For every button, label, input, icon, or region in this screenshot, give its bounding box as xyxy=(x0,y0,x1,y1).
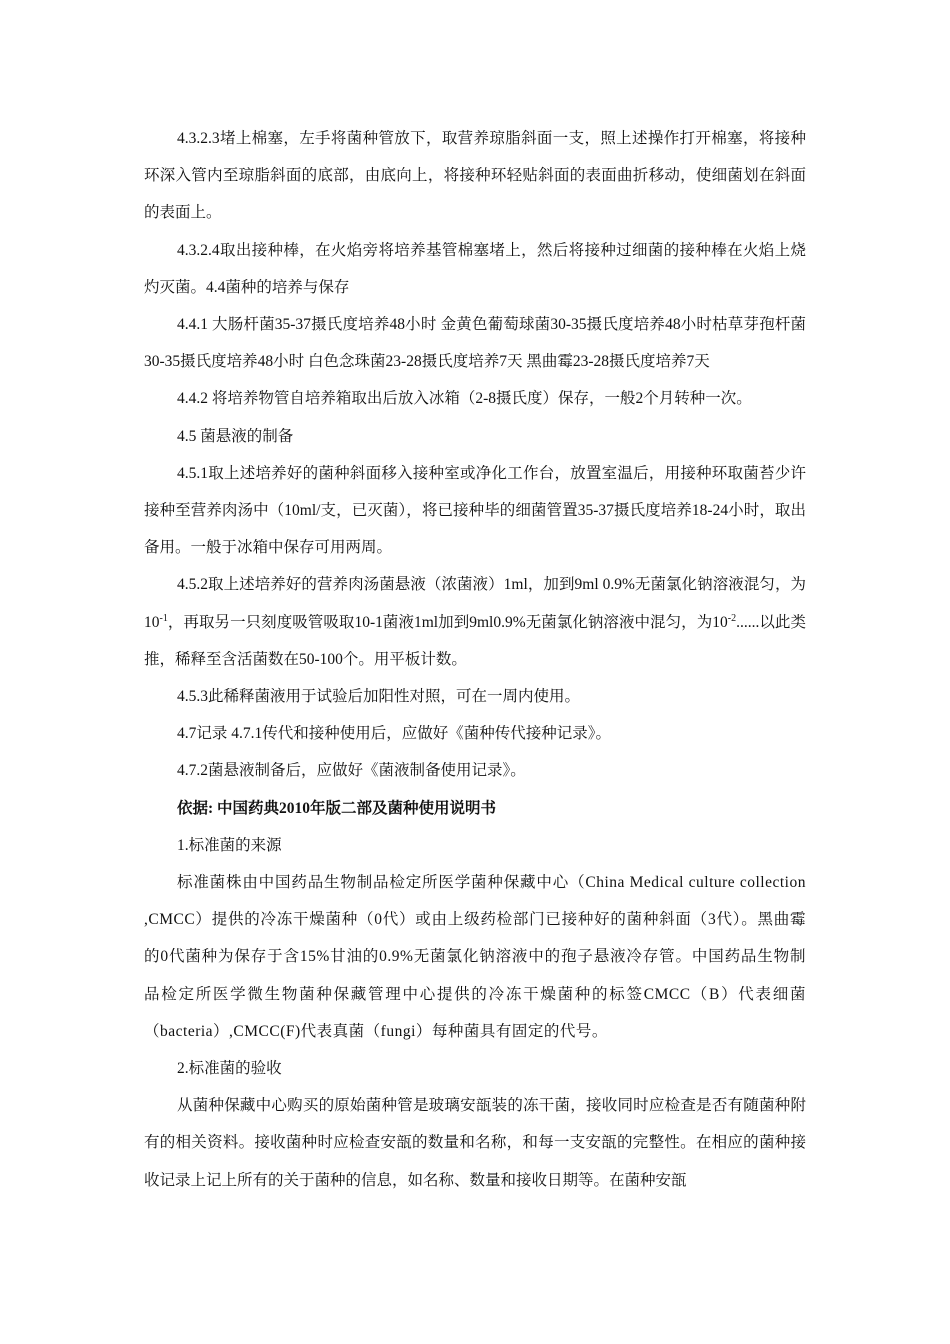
section-1-body: 标准菌株由中国药品生物制品检定所医学菌种保藏中心（China Medical culture collection ,CMCC）提供的冷冻干燥菌种（0代）或由上级药检部门已接种好的菌种斜面（3代）。黑曲霉的0代菌种为保存于含15%甘油的0.9%无菌氯化钠溶液中的孢子悬液冷存管。中国药品生物制品检定所医学微生物菌种保藏管理中心提供的冷冻干燥菌种的标签CMCC（B）代表细菌（bacteria）,CMCC(F)代表真菌（fungi）每种菌具有固定的代号。 xyxy=(144,874,806,1040)
paragraph-4-5-1: 4.5.1取上述培养好的菌种斜面移入接种室或净化工作台，放置室温后，用接种环取菌苔少许接种至营养肉汤中（10ml/支，已灭菌），将已接种毕的细菌管置35-37摄氏度培养18-24小时，取出备用。一般于冰箱中保存可用两周。 xyxy=(144,464,806,557)
paragraph-4-3-2-3: 4.3.2.3堵上棉塞，左手将菌种管放下，取营养琼脂斜面一支，照上述操作打开棉塞，将接种环深入管内至琼脂斜面的底部，由底向上，将接种环轻贴斜面的表面曲折移动，使细菌划在斜面的表面上。 xyxy=(144,130,806,222)
document-body xyxy=(144,120,806,1199)
basis-heading: 依据: 中国药典2010年版二部及菌种使用说明书 xyxy=(177,799,497,817)
section-2-body: 从菌种保藏中心购买的原始菌种管是玻璃安瓿装的冻干菌，接收同时应检查是否有随菌种附有的相关资料。接收菌种时应检查安瓿的数量和名称，和每一支安瓿的完整性。在相应的菌种接收记录上记上所有的关于菌种的信息，如名称、数量和接收日期等。在菌种安瓿 xyxy=(144,1097,806,1189)
paragraph-4-7-2: 4.7.2菌悬液制备后，应做好《菌液制备使用记录》。 xyxy=(177,762,526,780)
section-1-title: 1.标准菌的来源 xyxy=(177,836,282,854)
heading-4-5: 4.5 菌悬液的制备 xyxy=(177,427,294,445)
exponent-minus-1: -1 xyxy=(159,612,168,624)
paragraph-4-4-1: 4.4.1 大肠杆菌35-37摄氏度培养48小时 金黄色葡萄球菌30-35摄氏度培养48小时枯草芽孢杆菌30-35摄氏度培养48小时 白色念珠菌23-28摄氏度培养7天 黑曲霉23-28摄氏度培养7天 xyxy=(144,316,806,371)
paragraph-4-5-3: 4.5.3此稀释菌液用于试验后加阳性对照，可在一周内使用。 xyxy=(177,688,581,706)
paragraph-4-4-2: 4.4.2 将培养物管自培养箱取出后放入冰箱（2-8摄氏度）保存，一般2个月转种一次。 xyxy=(177,390,752,408)
paragraph-4-5-2 xyxy=(144,566,806,678)
paragraph-4-3-2-4: 4.3.2.4取出接种棒，在火焰旁将培养基管棉塞堵上，然后将接种过细菌的接种棒在火焰上烧灼灭菌。4.4菌种的培养与保存 xyxy=(144,241,806,296)
paragraph-4-5-2-part-b: ，再取另一只刻度吸管吸取10-1菌液1ml加到9ml0.9%无菌氯化钠溶液中混匀，为10 xyxy=(167,613,728,631)
paragraph-4-5-2-part-c: ......以此类推，稀释至含活菌数在50-100个。用平板计数。 xyxy=(144,613,806,668)
section-2-title: 2.标准菌的验收 xyxy=(177,1060,282,1078)
paragraph-4-7: 4.7记录 4.7.1传代和接种使用后，应做好《菌种传代接种记录》。 xyxy=(177,725,612,743)
exponent-minus-2: -2 xyxy=(727,612,737,624)
paragraph-4-5-2-part-a: 4.5.2取上述培养好的营养肉汤菌悬液（浓菌液）1ml，加到9ml 0.9%无菌氯化钠溶液混匀，为10 xyxy=(144,576,806,631)
